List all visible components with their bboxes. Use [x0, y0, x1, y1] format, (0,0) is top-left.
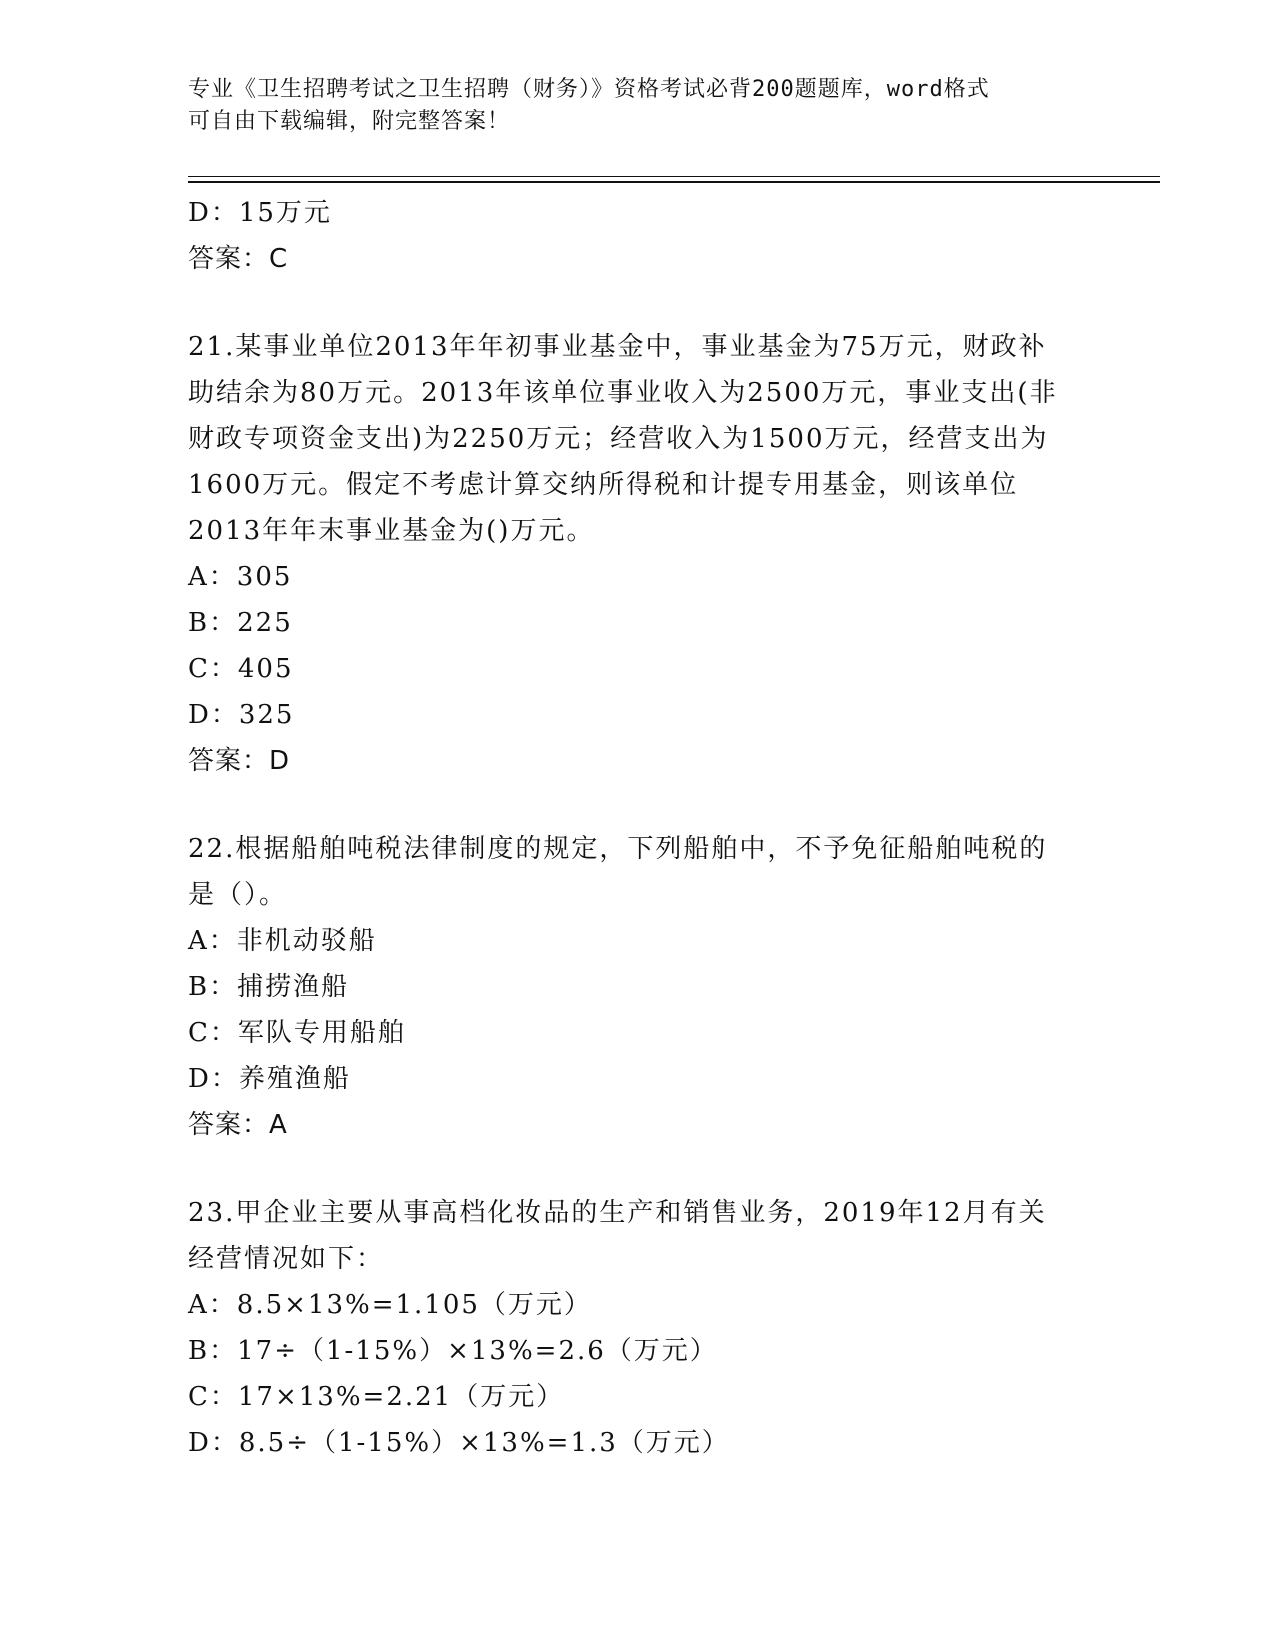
question-23 — [188, 1190, 1088, 1466]
question-21 — [188, 324, 1088, 784]
option-c: C：405 — [188, 654, 294, 684]
question-stem-line: 22.根据船舶吨税法律制度的规定，下列船舶中，不予免征船舶吨税的 — [188, 834, 1048, 864]
question-stem-line: 23.甲企业主要从事高档化妆品的生产和销售业务，2019年12月有关 — [188, 1198, 1047, 1228]
question-stem-line: 财政专项资金支出)为2250万元；经营收入为1500万元，经营支出为 — [188, 424, 1049, 454]
question-stem-line: 经营情况如下： — [188, 1244, 385, 1274]
option-a: A：非机动驳船 — [188, 926, 377, 956]
option-c: C：军队专用船舶 — [188, 1018, 406, 1048]
header-line-1: 专业《卫生招聘考试之卫生招聘（财务）》资格考试必背200题题库，word格式 — [188, 77, 990, 102]
answer-line: 答案：C — [188, 244, 289, 274]
option-a: A：8.5×13%=1.105（万元） — [188, 1290, 592, 1320]
question-stem-line: 2013年年末事业基金为()万元。 — [188, 516, 595, 546]
question-stem-line: 助结余为80万元。2013年该单位事业收入为2500万元，事业支出(非 — [188, 378, 1058, 408]
header-rule-thick — [188, 181, 1160, 183]
header-line-2: 可自由下载编辑，附完整答案！ — [188, 109, 511, 134]
header-rule-thin — [188, 176, 1160, 177]
option-b: B：捕捞渔船 — [188, 972, 350, 1002]
option-d: D：养殖渔船 — [188, 1064, 351, 1094]
question-stem-line: 1600万元。假定不考虑计算交纳所得税和计提专用基金，则该单位 — [188, 470, 1019, 500]
option-b: B：17÷（1-15%）×13%=2.6（万元） — [188, 1336, 718, 1366]
option-d: D：8.5÷（1-15%）×13%=1.3（万元） — [188, 1428, 730, 1458]
option-d: D：15万元 — [188, 198, 332, 228]
option-b: B：225 — [188, 608, 293, 638]
option-d: D：325 — [188, 700, 295, 730]
option-a: A：305 — [188, 562, 293, 592]
answer-line: 答案：A — [188, 1110, 288, 1140]
question-stem-line: 是（）。 — [188, 880, 288, 910]
document-body — [188, 190, 1088, 1466]
question-stem-line: 21.某事业单位2013年年初事业基金中，事业基金为75万元，财政补 — [188, 332, 1047, 362]
previous-question-tail — [188, 190, 1088, 282]
answer-line: 答案：D — [188, 746, 291, 776]
option-c: C：17×13%=2.21（万元） — [188, 1382, 565, 1412]
question-22 — [188, 826, 1088, 1148]
page-header — [188, 74, 1088, 138]
